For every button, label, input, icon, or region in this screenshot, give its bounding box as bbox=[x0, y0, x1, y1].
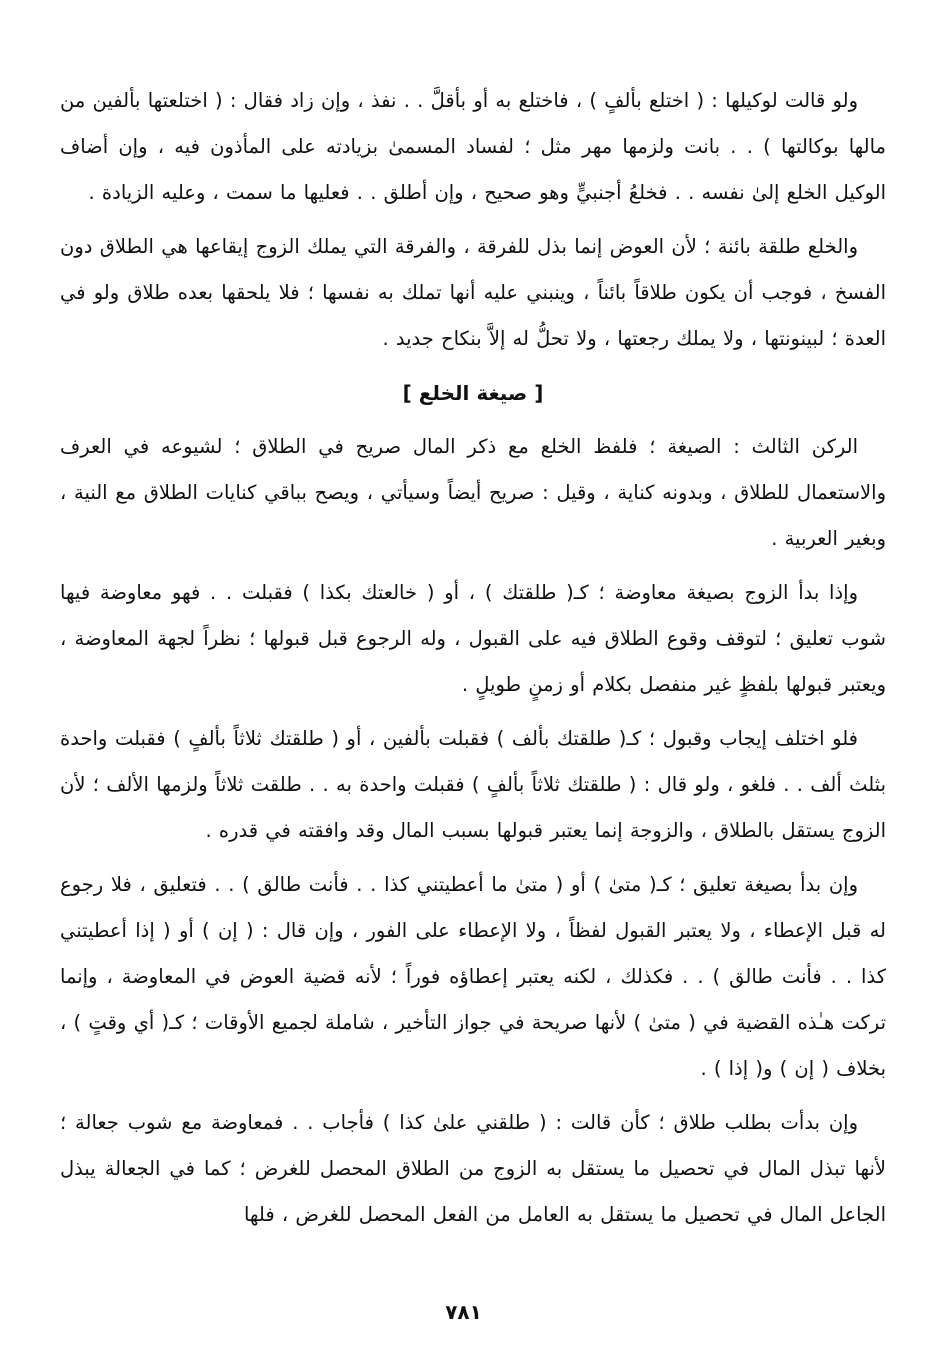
page-number: ٧٨١ bbox=[445, 1300, 482, 1324]
paragraph-husband-exchange: وإذا بدأ الزوج بصيغة معاوضة ؛ كـ( طلقتك ) ، أو ( خالعتك بكذا ) فقبلت . . فهو معاوضة فيها شوب تعليق ؛ لتوقف وقوع الطلاق فيه على القبول ، وله الرجوع قبل قبولها ؛ نظراً لجهة المعاوضة ، ويعتبر قبولها بلفظٍ غير منفصل بكلام أو زمنٍ طويلٍ . bbox=[60, 581, 886, 696]
paragraph-conditional-form: وإن بدأ بصيغة تعليق ؛ كـ( متىٰ ) أو ( متىٰ ما أعطيتني كذا . . فأنت طالق ) . . فتعليق ، فلا رجوع له قبل الإعطاء ، ولا يعتبر القبول لفظاً ، ولا الإعطاء على الفور ، وإن قال : ( إن ) أو ( إذا أعطيتني كذا . . فأنت طالق ) . . فكذلك ، لكنه يعتبر إعطاؤه فوراً ؛ لأنه قضية العوض في المعاوضة ، وإنما تركت هـٰذه القضية في ( متىٰ ) لأنها صريحة في جواز التأخير ، شاملة لجميع الأوقات ؛ كـ( أي وقتٍ ) ، بخلاف ( إن ) و( إذا ) . bbox=[60, 873, 886, 1080]
paragraph-third-pillar: الركن الثالث : الصيغة ؛ فلفظ الخلع مع ذكر المال صريح في الطلاق ؛ لشيوعه في العرف والاستعمال للطلاق ، وبدونه كناية ، وقيل : صريح أيضاً وسيأتي ، ويصح بباقي كنايات الطلاق مع النية ، وبغير العربية . bbox=[60, 435, 886, 550]
paragraph-offer-acceptance: فلو اختلف إيجاب وقبول ؛ كـ( طلقتك بألف ) فقبلت بألفين ، أو ( طلقتك ثلاثاً بألفٍ ) فقبلت واحدة بثلث ألف . . فلغو ، ولو قال : ( طلقتك ثلاثاً بألفٍ ) فقبلت واحدة به . . طلقت ثلاثاً ولزمها الألف ؛ لأن الزوج يستقل بالطلاق ، والزوجة إنما يعتبر قبولها بسبب المال وقد وافقته في قدره . bbox=[60, 727, 886, 842]
body-text bbox=[60, 78, 886, 1246]
paragraph-khul-talaq-bain: والخلع طلقة بائنة ؛ لأن العوض إنما بذل للفرقة ، والفرقة التي يملك الزوج إيقاعها هي الطلاق دون الفسخ ، فوجب أن يكون طلاقاً بائناً ، وينبني عليه أنها تملك به نفسها ؛ فلا يلحقها بعده طلاق ولو في العدة ؛ لبينونتها ، ولا يملك رجعتها ، ولا تحلُّ له إلاَّ بنكاح جديد . bbox=[60, 235, 886, 350]
paragraph-wife-request: وإن بدأت بطلب طلاق ؛ كأن قالت : ( طلقني علىٰ كذا ) فأجاب . . فمعاوضة مع شوب جعالة ؛ لأنها تبذل المال في تحصيل ما يستقل به الزوج من الطلاق المحصل للغرض ؛ كما في الجعالة يبذل الجاعل المال في تحصيل ما يستقل به العامل من الفعل المحصل للغرض ، فلها bbox=[60, 1111, 886, 1226]
section-heading: [ صيغة الخلع ] bbox=[402, 381, 544, 405]
paragraph-proxy-khul: ولو قالت لوكيلها : ( اختلع بألفٍ ) ، فاختلع به أو بأقلَّ . . نفذ ، وإن زاد فقال : ( اختلعتها بألفين من مالها بوكالتها ) . . بانت ولزمها مهر مثل ؛ لفساد المسمىٰ بزيادته على المأذون فيه ، وإن أضاف الوكيل الخلع إلىٰ نفسه . . فخلعُ أجنبيٍّ وهو صحيح ، وإن أطلق . . فعليها ما سمت ، وعليه الزيادة . bbox=[60, 89, 886, 204]
